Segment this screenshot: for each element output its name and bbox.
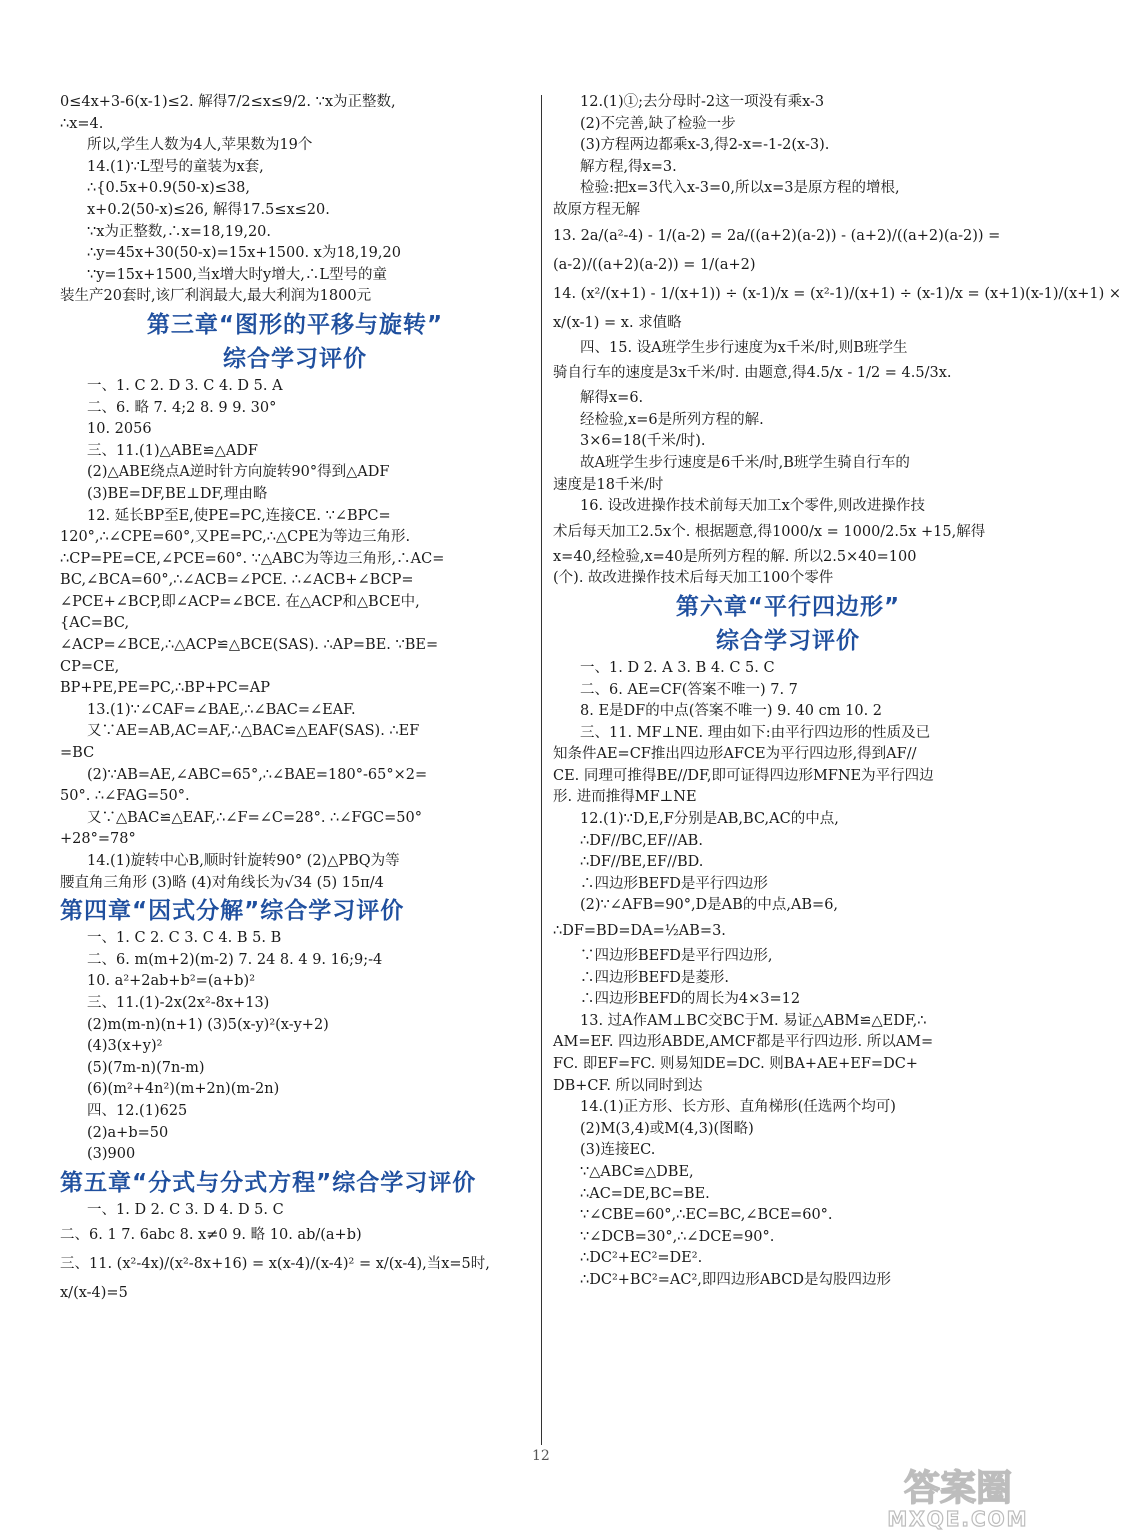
text-line: x+0.2(50-x)≤26, 解得17.5≤x≤20. [87, 201, 330, 218]
text-line: x=40,经检验,x=40是所列方程的解. 所以2.5×40=100 [553, 548, 917, 565]
chapter-title: 综合学习评价 [223, 345, 367, 372]
text-line: (2)不完善,缺了检验一步 [580, 115, 736, 132]
text-line: (4)3(x+y)² [87, 1038, 163, 1055]
text-line: ∴y=45x+30(50-x)=15x+1500. x为18,19,20 [87, 245, 401, 262]
text-line: ∵∠CBE=60°,∴EC=BC,∠BCE=60°. [580, 1207, 833, 1224]
text-line: ∠ACP=∠BCE,∴△ACP≌△BCE(SAS). ∴AP=BE. ∵BE= [60, 637, 439, 654]
text-line: 120°,∴∠CPE=60°,又PE=PC,∴△CPE为等边三角形. [60, 529, 411, 546]
text-line: 三、11.(1)△ABE≌△ADF [87, 442, 258, 459]
text-line: 腰直角三角形 (3)略 (4)对角线长为√34 (5) 15π/4 [60, 874, 384, 891]
text-line: (5)(7m-n)(7n-m) [87, 1059, 205, 1076]
text-line: FC. 即EF=FC. 则易知DE=DC. 则BA+AE+EF=DC+ [553, 1056, 918, 1072]
text-line: +28°=78° [60, 831, 136, 848]
text-line: 故原方程无解 [553, 201, 640, 218]
text-line: ∴四边形BEFD是菱形. [580, 969, 730, 986]
column-divider [541, 95, 542, 1445]
text-line: BP+PE,PE=PC,∴BP+PC=AP [60, 680, 270, 697]
text-line: 13. 过A作AM⊥BC交BC于M. 易证△ABM≌△EDF,∴ [580, 1012, 927, 1029]
text-line: 3×6=18(千米/时). [580, 433, 706, 450]
text-line: 解得x=6. [580, 390, 644, 407]
text-line: ∵四边形BEFD是平行四边形, [580, 948, 773, 965]
text-line: 一、1. C 2. C 3. C 4. B 5. B [87, 930, 282, 947]
text-line: 所以,学生人数为4人,苹果数为19个 [87, 137, 313, 154]
text-line: ∴x=4. [60, 115, 104, 132]
text-line: ∵x为正整数,∴x=18,19,20. [87, 223, 272, 240]
text-line: 二、6. 略 7. 4;2 8. 9 9. 30° [87, 399, 277, 416]
text-line: (3)900 [87, 1146, 136, 1163]
text-line: ∴DC²+EC²=DE². [580, 1250, 703, 1267]
text-line: AM=EF. 四边形ABDE,AMCF都是平行四边形. 所以AM= [553, 1034, 934, 1051]
text-line: (2)∵AB=AE,∠ABC=65°,∴∠BAE=180°-65°×2= [87, 766, 428, 783]
text-line: (6)(m²+4n²)(m+2n)(m-2n) [87, 1081, 280, 1098]
text-line: (2)△ABE绕点A逆时针方向旋转90°得到△ADF [87, 464, 390, 481]
chapter-title: 第四章“因式分解”综合学习评价 [60, 898, 405, 925]
text-line: 四、12.(1)625 [87, 1102, 188, 1119]
formula-line: 二、6. 1 7. 6abc 8. x≠0 9. 略 10. ab/(a+b) [60, 1227, 362, 1244]
text-line: 又∵AE=AB,AC=AF,∴△BAC≌△EAF(SAS). ∴EF [87, 723, 420, 740]
text-line: 知条件AE=CF推出四边形AFCE为平行四边形,得到AF// [553, 746, 917, 763]
text-line: 三、11. MF⊥NE. 理由如下:由平行四边形的性质及已 [580, 724, 931, 741]
text-line: 四、15. 设A班学生步行速度为x千米/时,则B班学生 [580, 339, 908, 356]
text-line: 50°. ∴∠FAG=50°. [60, 788, 190, 805]
text-line: 三、11.(1)-2x(2x²-8x+13) [87, 994, 270, 1011]
text-line: {AC=BC, [60, 615, 130, 632]
text-line: ∴DF//BE,EF//BD. [580, 854, 704, 871]
text-line: 一、1. C 2. D 3. C 4. D 5. A [87, 377, 283, 394]
watermark-bottom: MXQE.COM [887, 1507, 1029, 1531]
text-line: 一、1. D 2. C 3. D 4. D 5. C [87, 1201, 284, 1218]
text-line: 0≤4x+3-6(x-1)≤2. 解得7/2≤x≤9/2. ∵x为正整数, [60, 94, 396, 110]
text-line: 一、1. D 2. A 3. B 4. C 5. C [580, 659, 775, 676]
formula-line: 术后每天加工2.5x个. 根据题意,得1000/x = 1000/2.5x +15,解得 [553, 523, 986, 540]
formula-line: 骑自行车的速度是3x千米/时. 由题意,得4.5/x - 1/2 = 4.5/3x. [553, 365, 952, 382]
text-line: 12.(1)①;去分母时-2这一项没有乘x-3 [580, 94, 825, 110]
formula-line: x/(x-4)=5 [60, 1285, 128, 1302]
text-line: (3)连接EC. [580, 1142, 656, 1159]
text-line: ∴AC=DE,BC=BE. [580, 1185, 710, 1202]
text-line: CE. 同理可推得BE//DF,即可证得四边形MFNE为平行四边 [553, 767, 934, 784]
page-number: 12 [532, 1448, 550, 1464]
text-line: =BC [60, 745, 95, 762]
text-line: ∵△ABC≌△DBE, [580, 1163, 694, 1180]
text-line: 8. E是DF的中点(答案不唯一) 9. 40 cm 10. 2 [580, 703, 883, 720]
text-line: 10. a²+2ab+b²=(a+b)² [87, 973, 256, 990]
text-line: 经检验,x=6是所列方程的解. [580, 411, 764, 428]
text-line: (2)m(m-n)(n+1) (3)5(x-y)²(x-y+2) [87, 1016, 329, 1033]
text-line: 故A班学生步行速度是6千米/时,B班学生骑自行车的 [580, 454, 910, 471]
chapter-title: 第六章“平行四边形” [675, 593, 901, 620]
text-line: 解方程,得x=3. [580, 158, 677, 175]
text-line: 16. 设改进操作技术前每天加工x个零件,则改进操作技 [580, 498, 925, 515]
text-line: (个). 故改进操作技术后每天加工100个零件 [553, 570, 834, 587]
formula-line: ∴DF=BD=DA=½AB=3. [553, 923, 726, 940]
right-column [553, 92, 1121, 1292]
text-line: 二、6. m(m+2)(m-2) 7. 24 8. 4 9. 16;9;-4 [87, 951, 383, 968]
text-line: (3)方程两边都乘x-3,得2-x=-1-2(x-3). [580, 137, 830, 154]
watermark-top: 答案圈 [903, 1468, 1013, 1509]
text-line: ∠PCE+∠BCP,即∠ACP=∠BCE. 在△ACP和△BCE中, [60, 593, 420, 610]
text-line: ∴CP=PE=CE,∠PCE=60°. ∵△ABC为等边三角形,∴AC= [60, 550, 445, 567]
text-line: 14.(1)正方形、长方形、直角梯形(任选两个均可) [580, 1099, 896, 1116]
watermark-logo [868, 1462, 1048, 1532]
text-line: 形. 进而推得MF⊥NE [553, 789, 697, 806]
text-line: 13.(1)∵∠CAF=∠BAE,∴∠BAC=∠EAF. [87, 701, 356, 718]
formula-line: 三、11. (x²-4x)/(x²-8x+16) = x(x-4)/(x-4)² = x/(x-4),当x=5时, [60, 1256, 490, 1273]
text-line: 速度是18千米/时 [553, 476, 664, 493]
text-line: ∴DF//BC,EF//AB. [580, 832, 703, 849]
text-line: ∴DC²+BC²=AC²,即四边形ABCD是勾股四边形 [580, 1271, 891, 1288]
text-line: ∴四边形BEFD是平行四边形 [580, 875, 768, 892]
formula-line: x/(x-1) = x. 求值略 [553, 314, 682, 331]
text-line: (2)a+b=50 [87, 1124, 169, 1141]
text-line: 12.(1)∵D,E,F分别是AB,BC,AC的中点, [580, 811, 839, 828]
text-line: 又∵△BAC≌△EAF,∴∠F=∠C=28°. ∴∠FGC=50° [87, 809, 423, 826]
text-line: (3)BE=DF,BE⊥DF,理由略 [87, 485, 268, 502]
formula-line: 13. 2a/(a²-4) - 1/(a-2) = 2a/((a+2)(a-2)) - (a+2)/((a+2)(a-2)) = [553, 227, 1001, 244]
text-line: ∵∠DCB=30°,∴∠DCE=90°. [580, 1228, 775, 1245]
text-line: 检验:把x=3代入x-3=0,所以x=3是原方程的增根, [580, 180, 900, 197]
text-line: CP=CE, [60, 658, 120, 675]
text-line: (2)M(3,4)或M(4,3)(图略) [580, 1120, 754, 1137]
text-line: 装生产20套时,该厂利润最大,最大利润为1800元 [60, 288, 372, 305]
chapter-title: 第五章“分式与分式方程”综合学习评价 [60, 1169, 477, 1196]
formula-line: 14. (x²/(x+1) - 1/(x+1)) ÷ (x-1)/x = (x²-1)/(x+1) ÷ (x-1)/x = (x+1)(x-1)/(x+1) × [553, 285, 1121, 302]
text-line: ∴四边形BEFD的周长为4×3=12 [580, 991, 801, 1008]
text-line: ∵y=15x+1500,当x增大时y增大,∴L型号的童 [87, 266, 387, 283]
text-line: DB+CF. 所以同时到达 [553, 1077, 703, 1094]
chapter-title: 第三章“图形的平移与旋转” [146, 311, 444, 338]
left-column [60, 92, 530, 1308]
text-line: BC,∠BCA=60°,∴∠ACB=∠PCE. ∴∠ACB+∠BCP= [60, 572, 414, 589]
text-line: (2)∵∠AFB=90°,D是AB的中点,AB=6, [580, 897, 839, 914]
text-line: ∴{0.5x+0.9(50-x)≤38, [87, 180, 250, 197]
chapter-title: 综合学习评价 [716, 627, 860, 654]
formula-line: (a-2)/((a+2)(a-2)) = 1/(a+2) [553, 256, 756, 273]
text-line: 14.(1)∵L型号的童装为x套, [87, 158, 264, 175]
text-line: 二、6. AE=CF(答案不唯一) 7. 7 [580, 681, 798, 698]
text-line: 10. 2056 [87, 421, 152, 438]
text-line: 12. 延长BP至E,使PE=PC,连接CE. ∵∠BPC= [87, 507, 391, 524]
text-line: 14.(1)旋转中心B,顺时针旋转90° (2)△PBQ为等 [87, 853, 400, 869]
